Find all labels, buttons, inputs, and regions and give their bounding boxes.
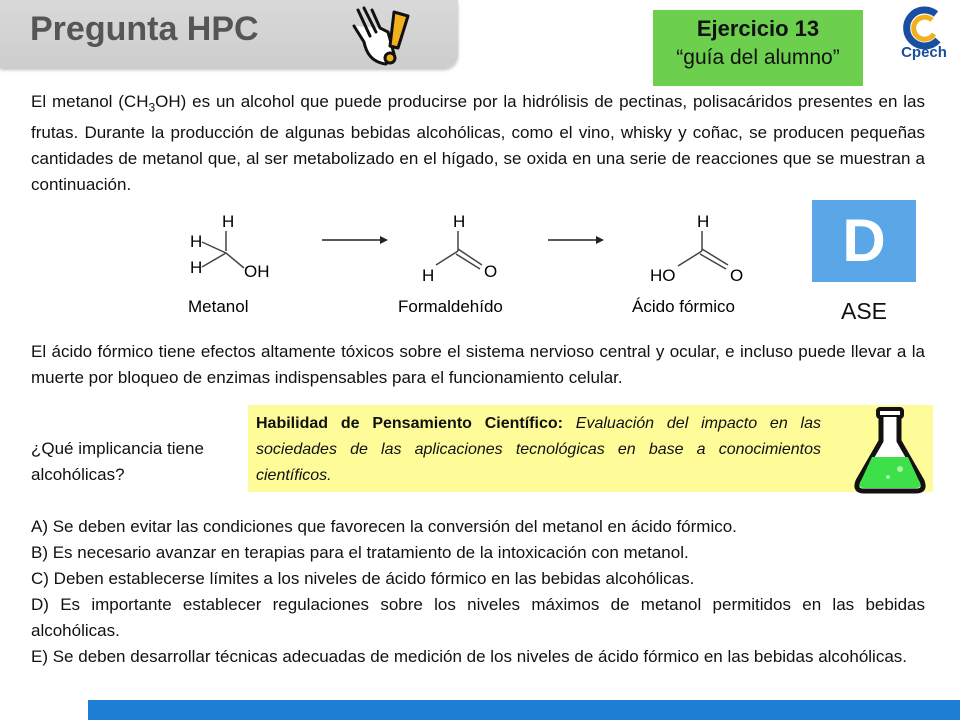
methanol-label: Metanol	[188, 297, 249, 316]
oxidation-reaction-diagram	[170, 205, 770, 325]
option-b: B) Es necesario avanzar en terapias para el tratamiento de la intoxicación con metanol.	[31, 543, 689, 562]
svg-text:O: O	[730, 266, 744, 285]
question-text: ¿Qué implicancia tiene alcohólicas?	[31, 439, 204, 484]
skill-box	[248, 405, 933, 492]
svg-text:O: O	[484, 262, 498, 281]
flask-icon	[848, 405, 932, 495]
svg-text:H: H	[697, 212, 710, 231]
toxicity-paragraph: El ácido fórmico tiene efectos altamente tóxicos sobre el sistema nervioso central y ocular, e incluso puede llevar a la muerte por bloqueo de enzimas indispensables para el funcionamiento celular.	[31, 342, 925, 387]
answer-tag: ASE	[840, 298, 888, 324]
svg-text:OH: OH	[244, 262, 270, 281]
reaction-arrow-2	[596, 236, 604, 244]
reaction-arrow-1	[380, 236, 388, 244]
exercise-label: Ejercicio 13	[696, 16, 820, 41]
option-d: D) Es importante establecer regulaciones sobre los niveles máximos de metanol permitidos en las bebidas alcohólicas.	[31, 595, 925, 640]
logo-text: Cpech	[901, 44, 947, 61]
page-title: Pregunta HPC	[30, 10, 259, 48]
svg-text:H: H	[190, 258, 203, 277]
formic-acid-label: Ácido fórmico	[632, 297, 735, 316]
svg-text:H: H	[222, 212, 235, 231]
formaldehyde-structure	[398, 212, 503, 316]
option-e: E) Se deben desarrollar técnicas adecuadas de medición de los niveles de ácido fórmico en las bebidas alcohólicas.	[31, 647, 908, 666]
option-a: A) Se deben evitar las condiciones que favorecen la conversión del metanol en ácido fórmico.	[31, 517, 737, 536]
skill-label: Habilidad de Pensamiento Científico:	[256, 415, 563, 432]
footer-bar	[88, 700, 960, 720]
exercise-subtitle: “guía del alumno”	[676, 46, 840, 69]
answer-letter-box: D	[812, 200, 916, 282]
svg-text:HO: HO	[650, 266, 676, 285]
formic-acid-structure	[632, 212, 743, 316]
svg-text:H: H	[453, 212, 466, 231]
methanol-structure	[188, 212, 270, 316]
answer-options	[31, 514, 925, 670]
intro-paragraph: El metanol $(CH_3OH)$ es un alcohol que puede producirse por la hidrólisis de pectinas, polisacáridos presentes en las frutas. Durante la producción de algunas bebidas alcohólicas, como el vino, whisky y coñac, se producen pequeñas cantidades de metanol que, al ser metabolizado en el hígado, se oxida en una serie de reacciones que se muestran a continuación.	[31, 92, 925, 195]
exercise-box	[653, 10, 863, 86]
skill-description: Evaluación del impacto en las sociedades de las aplicaciones tecnológicas en base a conocimientos científicos.	[256, 415, 821, 484]
svg-text:H: H	[190, 232, 203, 251]
pointing-hand-exclamation-icon	[350, 2, 418, 72]
formaldehyde-label: Formaldehído	[398, 297, 503, 316]
svg-text:H: H	[422, 266, 435, 285]
option-c: C) Deben establecerse límites a los niveles de ácido fórmico en las bebidas alcohólicas.	[31, 569, 695, 588]
skill-text	[256, 411, 821, 489]
